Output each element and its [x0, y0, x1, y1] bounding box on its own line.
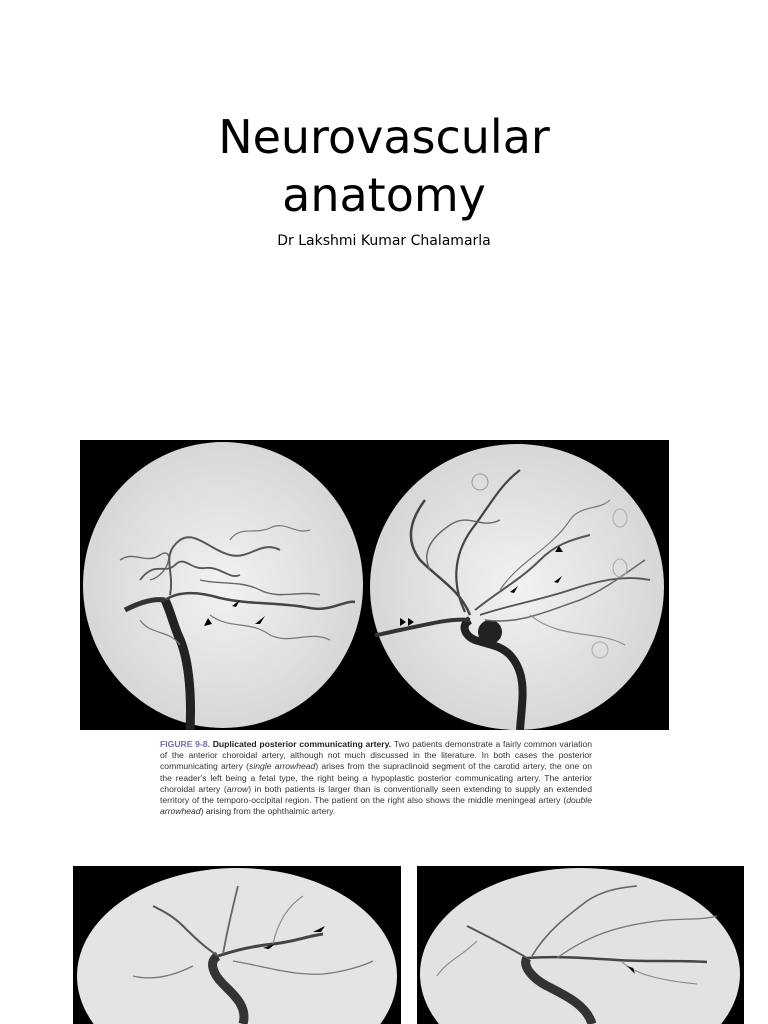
- slide-title: [0, 108, 768, 224]
- caption-text-1: Two patients demonstrate a fairly common variation of the anterior choroidal artery, although not much discussed in the literature. In both cases the posterior communicating artery (: [160, 739, 593, 772]
- figure-heading: Duplicated posterior communicating artery.: [212, 739, 392, 749]
- caption-emphasis-3: double arrowhead: [160, 795, 592, 817]
- angiogram-left: [83, 442, 363, 730]
- caption-text-3: ) in both patients is larger than is conventionally seen extending to supply an extended territory of the temporo-occipital region. The patient on the right also shows the middle meningeal artery (: [160, 783, 592, 806]
- author-name: Dr Lakshmi Kumar Chalamarla: [277, 233, 491, 249]
- caption-text-2: ) arises from the supraclinoid segment of the carotid artery, the one on the reader's left being a fetal type, the right being a hypoplastic posterior communicating artery. The anterior choroidal artery (: [160, 761, 593, 794]
- angiogram-figure-pair: [80, 440, 669, 730]
- caption-emphasis-1: single arrowhead: [249, 761, 316, 772]
- caption-emphasis-2: arrow: [226, 783, 249, 794]
- caption-text-4: ) arising from the ophthalmic artery.: [200, 806, 336, 817]
- slide-title-line-2: anatomy: [282, 168, 486, 222]
- angiogram-bottom-right: [417, 866, 744, 1024]
- slide-title-line-1: Neurovascular: [218, 110, 550, 164]
- figure-label: FIGURE 9-8.: [160, 739, 210, 749]
- angiogram-right: [370, 444, 664, 730]
- figure-caption: [160, 739, 592, 817]
- angiogram-bottom-left: [73, 866, 401, 1024]
